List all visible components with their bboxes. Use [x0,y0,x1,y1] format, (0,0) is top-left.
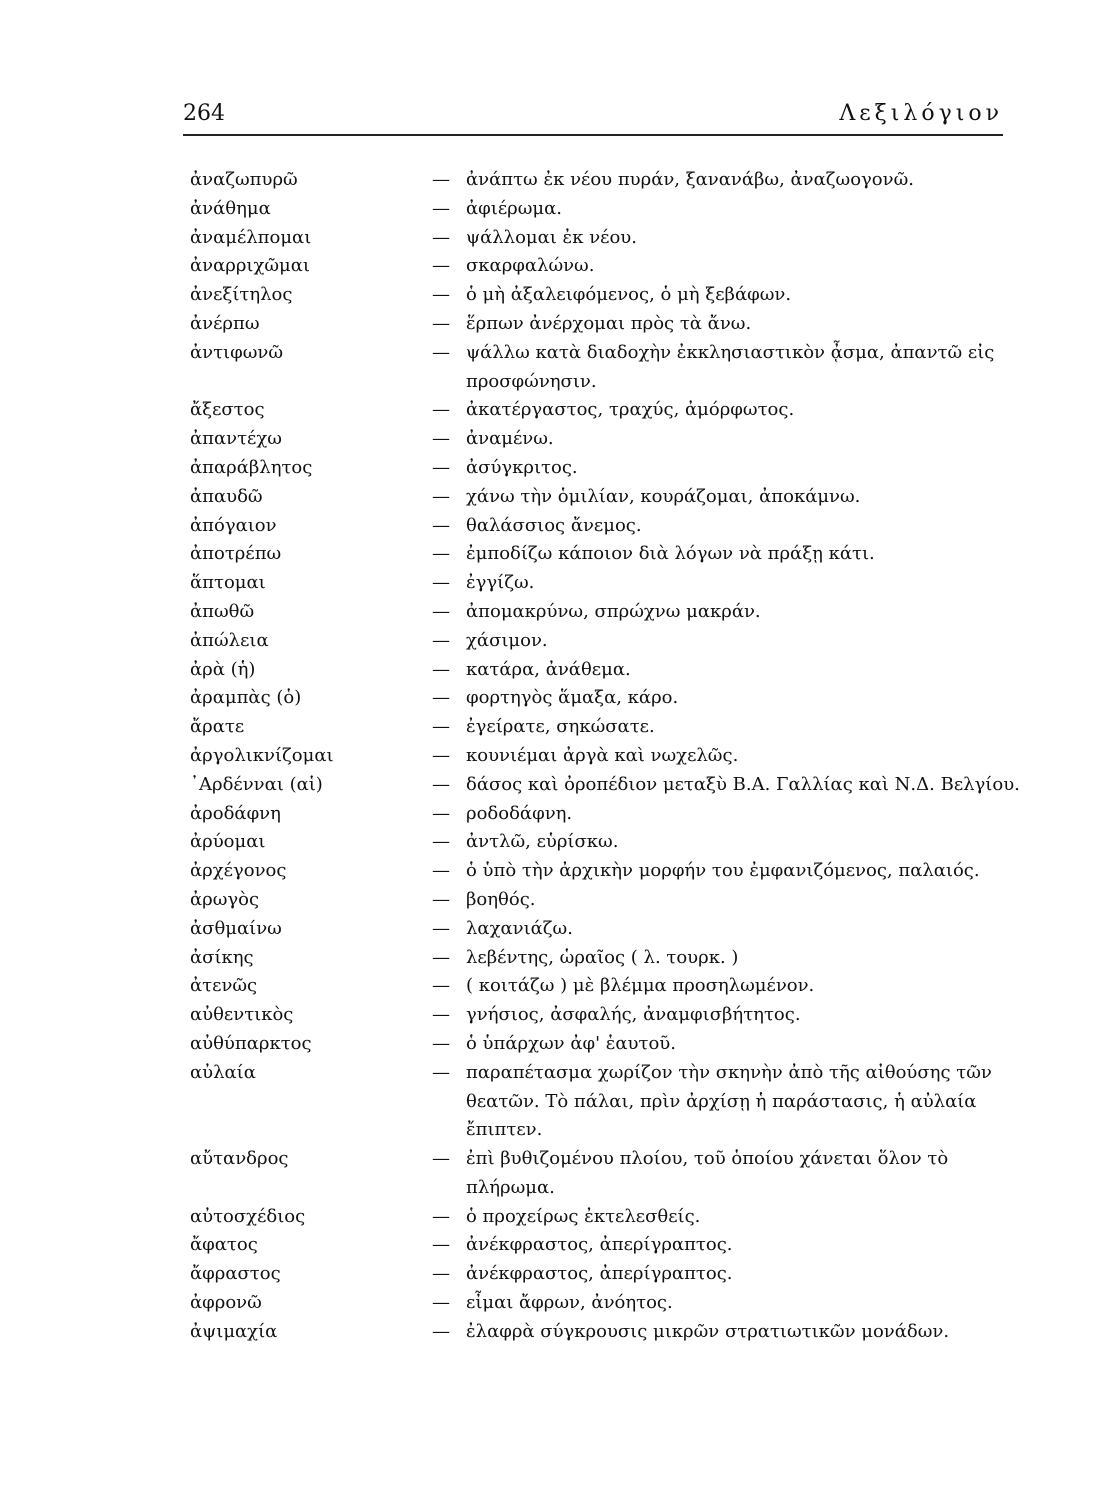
entry-definition: ἐμποδίζω κάποιον διὰ λόγων νὰ πράξῃ κάτι. [466,543,875,565]
glossary-entry [190,1145,1020,1203]
glossary-entries [190,166,1020,1347]
glossary-entry [190,396,1020,425]
entry-headword: ἄρατε [190,716,245,738]
glossary-entry [190,224,1020,253]
em-dash-separator: — [432,312,450,334]
entry-definition: εἶμαι ἄφρων, ἀνόητος. [466,1292,673,1314]
entry-definition: χάσιμον. [466,629,548,651]
entry-definition: ἀκατέργαστος, τραχύς, ἀμόρφωτος. [466,399,795,421]
entry-definition: κατάρα, ἀνάθεμα. [466,658,631,680]
entry-headword: ἀνάθημα [190,197,271,219]
entry-definition: γνήσιος, ἀσφαλής, ἀναμφισβήτητος. [466,1004,801,1026]
entry-headword: ἄξεστος [190,399,265,421]
entry-headword: ἀνέρπω [190,312,260,334]
em-dash-separator: — [432,946,450,968]
glossary-entry [190,857,1020,886]
em-dash-separator: — [432,1234,450,1256]
entry-headword: ἀπώλεια [190,629,269,651]
entry-definition: ἀφιέρωμα. [466,197,562,219]
glossary-entry [190,1203,1020,1232]
em-dash-separator: — [432,831,450,853]
entry-headword: ἀρὰ (ἡ) [190,658,256,680]
em-dash-separator: — [432,341,450,363]
glossary-entry [190,195,1020,224]
entry-definition: ροδοδάφνη. [466,802,573,824]
em-dash-separator: — [432,687,450,709]
entry-definition: βοηθός. [466,888,536,910]
em-dash-separator: — [432,1205,450,1227]
em-dash-separator: — [432,226,450,248]
em-dash-separator: — [432,1292,450,1314]
em-dash-separator: — [432,600,450,622]
em-dash-separator: — [432,658,450,680]
entry-headword: αὐλαία [190,1061,256,1083]
entry-definition: ἀνέκφραστος, ἀπερίγραπτος. [466,1234,733,1256]
glossary-entry [190,512,1020,541]
glossary-entry [190,598,1020,627]
entry-definition: ( κοιτάζω ) μὲ βλέμμα προσηλωμένον. [466,975,815,997]
glossary-entry [190,944,1020,973]
entry-headword: ἄφατος [190,1234,258,1256]
entry-definition: λεβέντης, ὡραῖος ( λ. τουρκ. ) [466,946,739,968]
page-number: 264 [183,101,225,126]
entry-definition: λαχανιάζω. [466,917,573,939]
entry-headword: ἀψιμαχία [190,1320,278,1342]
em-dash-separator: — [432,744,450,766]
em-dash-separator: — [432,888,450,910]
em-dash-separator: — [432,917,450,939]
glossary-entry [190,1231,1020,1260]
entry-headword: ἀπαντέχω [190,428,282,450]
entry-definition: ἀνέκφραστος, ἀπερίγραπτος. [466,1263,733,1285]
entry-headword: ἅπτομαι [190,572,266,594]
glossary-entry [190,627,1020,656]
glossary-entry [190,1059,1020,1145]
glossary-entry [190,771,1020,800]
entry-headword: αὐτοσχέδιος [190,1205,306,1227]
glossary-entry [190,828,1020,857]
glossary-entry [190,166,1020,195]
em-dash-separator: — [432,456,450,478]
entry-headword: ἀφρονῶ [190,1292,262,1314]
entry-headword: ἀργολικνίζομαι [190,744,334,766]
entry-headword: ἀνεξίτηλος [190,284,293,306]
entry-definition: ἀνάπτω ἐκ νέου πυράν, ξανανάβω, ἀναζωογονῶ. [466,169,914,190]
entry-definition: ἐγείρατε, σηκώσατε. [466,716,655,738]
entry-definition: ἕρπων ἀνέρχομαι πρὸς τὰ ἄνω. [466,312,752,334]
entry-headword: ἀναζωπυρῶ [190,169,298,190]
entry-headword: ἀπαράβλητος [190,456,313,478]
entry-definition: ἐγγίζω. [466,572,535,594]
entry-headword: ἀπόγαιον [190,514,277,536]
entry-headword: ἀροδάφνη [190,802,281,824]
entry-headword: ἀντιφωνῶ [190,341,284,363]
glossary-entry [190,800,1020,829]
entry-headword: αὔτανδρος [190,1148,289,1170]
em-dash-separator: — [432,169,450,190]
em-dash-separator: — [432,428,450,450]
entry-headword: ἀπαυδῶ [190,485,263,507]
glossary-entry [190,915,1020,944]
entry-headword: ἀσθμαίνω [190,917,282,939]
em-dash-separator: — [432,399,450,421]
entry-definition: ἀναμένω. [466,428,554,450]
glossary-entry [190,540,1020,569]
entry-headword: ἀραμπὰς (ὁ) [190,687,302,709]
glossary-entry [190,281,1020,310]
em-dash-separator: — [432,284,450,306]
entry-headword: ἀσίκης [190,946,254,968]
entry-definition: ἀπομακρύνω, σπρώχνω μακράν. [466,600,761,622]
glossary-entry [190,483,1020,512]
em-dash-separator: — [432,1032,450,1054]
em-dash-separator: — [432,1320,450,1342]
entry-definition: ἐλαφρὰ σύγκρουσις μικρῶν στρατιωτικῶν μονάδων. [466,1320,950,1342]
em-dash-separator: — [432,773,450,795]
em-dash-separator: — [432,514,450,536]
entry-definition: θαλάσσιος ἄνεμος. [466,514,642,536]
entry-definition: ψάλλομαι ἐκ νέου. [466,226,637,248]
entry-definition: ἀντλῶ, εὑρίσκω. [466,831,619,853]
em-dash-separator: — [432,1004,450,1026]
em-dash-separator: — [432,802,450,824]
entry-headword: ἀπωθῶ [190,600,255,622]
em-dash-separator: — [432,716,450,738]
entry-headword: ἀτενῶς [190,975,258,997]
entry-definition: ἀσύγκριτος. [466,456,578,478]
glossary-entry [190,339,1020,397]
entry-definition: παραπέτασμα χωρίζον τὴν σκηνὴν ἀπὸ τῆς αἰθούσης τῶν θεατῶν. Τὸ πάλαι, πρὶν ἀρχίσῃ ἡ παράστασις, ἡ αὐλαία ἔπιπτεν. [466,1061,992,1141]
entry-definition: κουνιέμαι ἀργὰ καὶ νωχελῶς. [466,744,739,766]
glossary-entry [190,425,1020,454]
glossary-entry [190,1289,1020,1318]
glossary-entry [190,310,1020,339]
entry-definition: φορτηγὸς ἅμαξα, κάρο. [466,687,679,709]
glossary-entry [190,1260,1020,1289]
entry-headword: ἀρύομαι [190,831,266,853]
em-dash-separator: — [432,543,450,565]
glossary-entry [190,1001,1020,1030]
glossary-entry [190,252,1020,281]
entry-definition: ἐπὶ βυθιζομένου πλοίου, τοῦ ὁποίου χάνεται ὅλον τὸ πλήρωμα. [466,1148,949,1198]
glossary-entry [190,1318,1020,1347]
entry-headword: ᾿Αρδένναι (αἱ) [190,773,323,795]
em-dash-separator: — [432,1061,450,1083]
entry-headword: αὐθεντικὸς [190,1004,294,1026]
glossary-entry [190,972,1020,1001]
entry-definition: ὁ προχείρως ἐκτελεσθείς. [466,1205,701,1227]
em-dash-separator: — [432,629,450,651]
entry-headword: ἀναμέλπομαι [190,226,312,248]
glossary-entry [190,454,1020,483]
glossary-entry [190,742,1020,771]
glossary-entry [190,1030,1020,1059]
em-dash-separator: — [432,1148,450,1170]
section-title: Λεξιλόγιον [839,101,1003,126]
entry-headword: ἀρωγὸς [190,888,260,910]
glossary-entry [190,569,1020,598]
em-dash-separator: — [432,860,450,882]
page-header [183,98,1003,136]
em-dash-separator: — [432,572,450,594]
em-dash-separator: — [432,975,450,997]
entry-definition: σκαρφαλώνω. [466,255,595,277]
em-dash-separator: — [432,255,450,277]
entry-definition: ψάλλω κατὰ διαδοχὴν ἐκκλησιαστικὸν ᾆσμα, ἀπαντῶ εἰς προσφώνησιν. [466,341,995,392]
entry-headword: ἄφραστος [190,1263,281,1285]
entry-definition: χάνω τὴν ὁμιλίαν, κουράζομαι, ἀποκάμνω. [466,485,861,507]
glossary-entry [190,713,1020,742]
em-dash-separator: — [432,1263,450,1285]
entry-definition: ὁ ὑπὸ τὴν ἀρχικὴν μορφήν του ἐμφανιζόμενος, παλαιός. [466,860,980,882]
em-dash-separator: — [432,485,450,507]
entry-headword: ἀποτρέπω [190,543,282,565]
entry-headword: ἀρχέγονος [190,860,287,882]
em-dash-separator: — [432,197,450,219]
glossary-entry [190,656,1020,685]
entry-definition: ὁ ὑπάρχων ἀφ' ἑαυτοῦ. [466,1032,676,1054]
entry-definition: δάσος καὶ ὀροπέδιον μεταξὺ Β.Α. Γαλλίας καὶ Ν.Δ. Βελγίου. [466,773,1020,795]
entry-headword: αὐθύπαρκτος [190,1032,312,1054]
glossary-entry [190,684,1020,713]
entry-definition: ὁ μὴ ἀξαλειφόμενος, ὁ μὴ ξεβάφων. [466,284,792,306]
glossary-entry [190,886,1020,915]
entry-headword: ἀναρριχῶμαι [190,255,310,277]
